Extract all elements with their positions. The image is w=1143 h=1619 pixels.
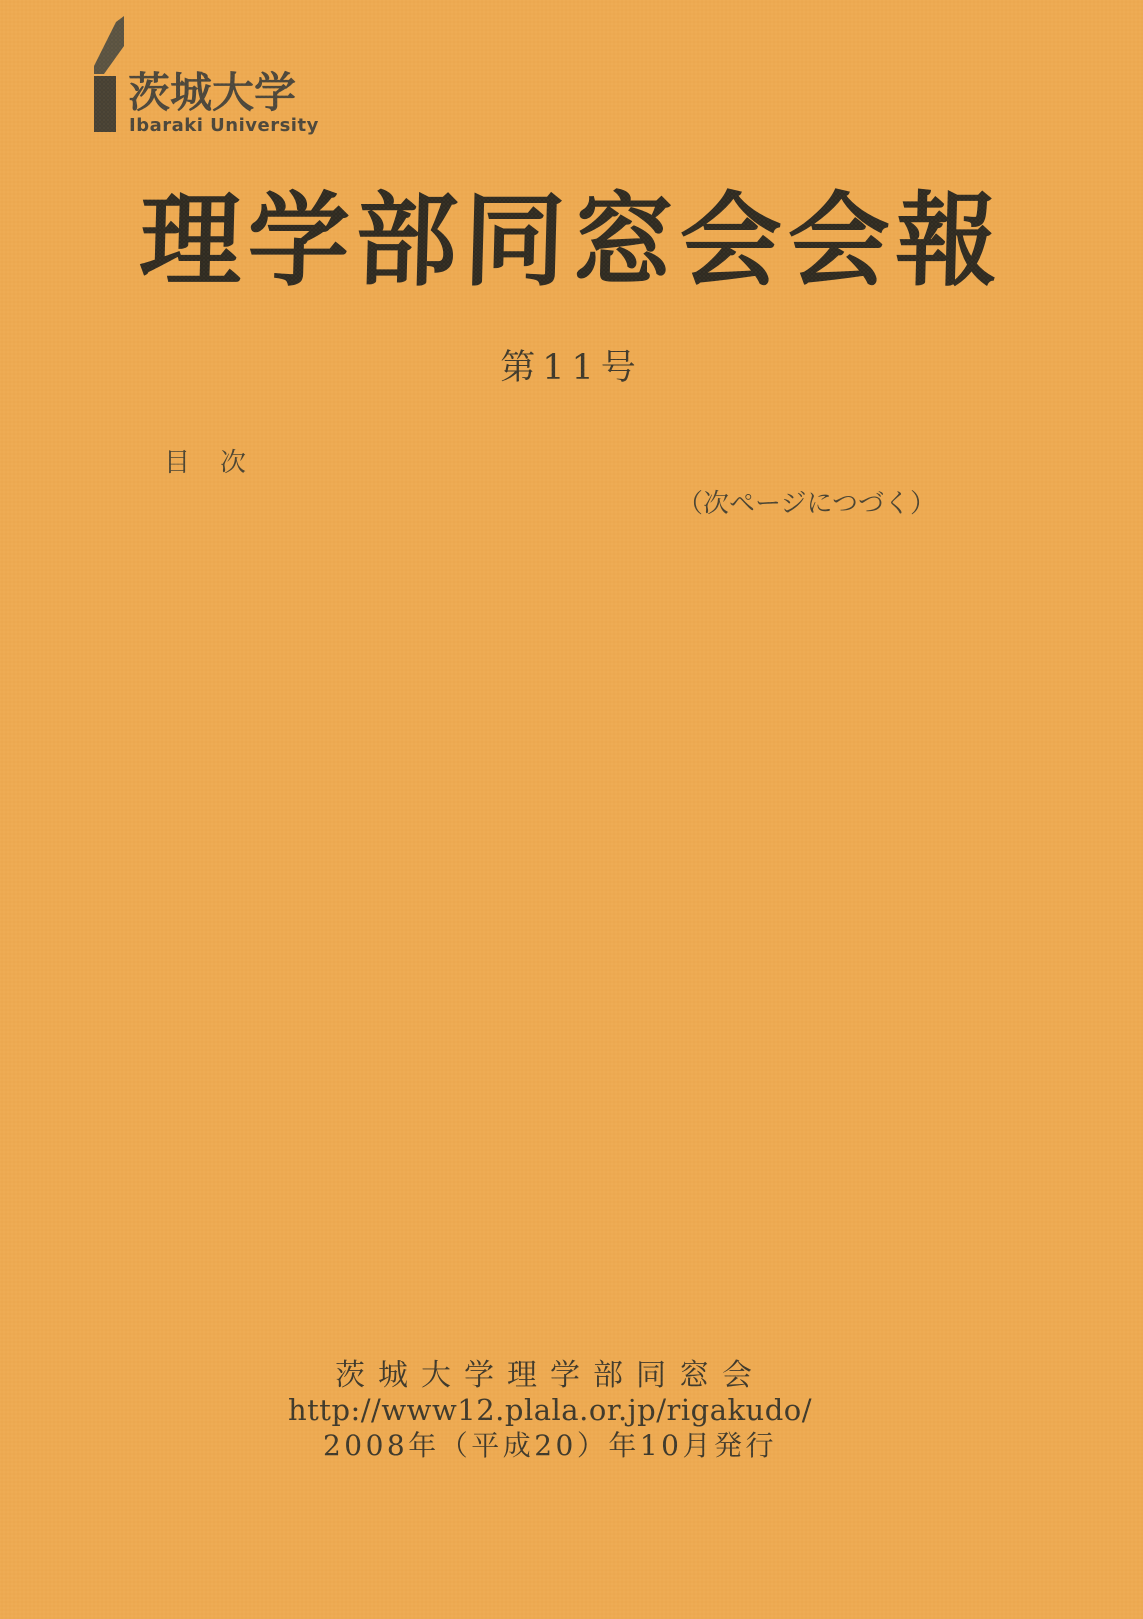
ibaraki-university-logo-icon	[92, 14, 126, 132]
toc-heading: 目 次	[164, 448, 249, 478]
footer-url: http://www12.plala.or.jp/rigakudo/	[287, 1393, 813, 1427]
footer-publication-date: 2008年（平成20）年10月発行	[322, 1429, 778, 1462]
footer-imprint	[0, 1358, 1100, 1463]
toc-continued-note: （次ページにつづく）	[677, 489, 936, 520]
footer-organization: 茨城大学理学部同窓会	[335, 1358, 765, 1393]
logo-university-name-en: Ibaraki University	[129, 115, 319, 136]
logo-university-name: 茨城大学	[128, 68, 297, 117]
issue-number: 第11号	[500, 348, 643, 388]
newsletter-title: 理学部同窓会会報	[137, 181, 1006, 301]
table-of-contents	[128, 447, 936, 521]
university-logo	[92, 14, 512, 134]
